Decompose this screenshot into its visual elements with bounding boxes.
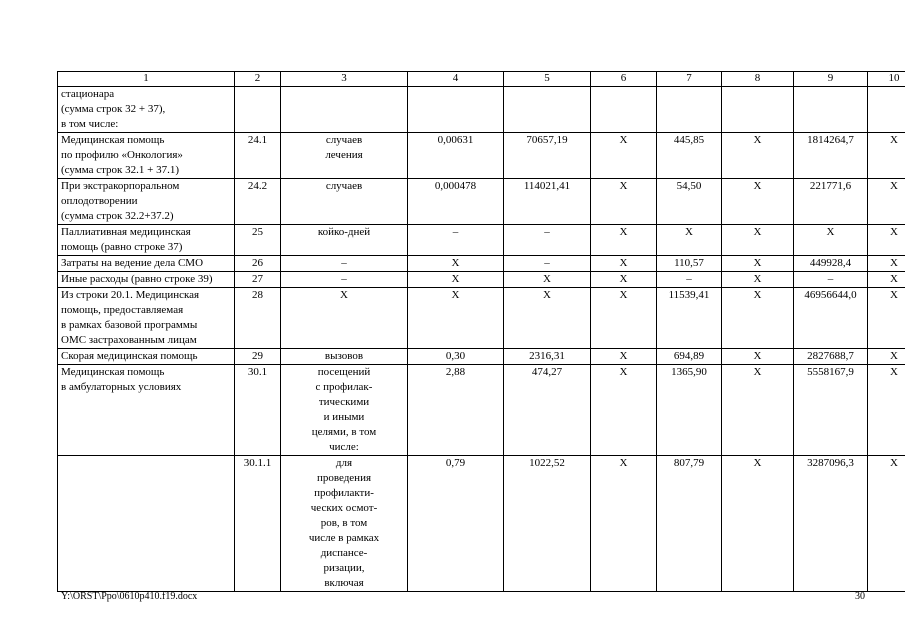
table-cell: X (408, 272, 504, 288)
table-cell (657, 87, 722, 133)
column-header-3: 3 (281, 72, 408, 87)
table-cell: Скорая медицинская помощь (58, 349, 235, 365)
table-cell: 0,00631 (408, 133, 504, 179)
table-cell (722, 87, 794, 133)
table-cell: 1365,90 (657, 365, 722, 456)
table-row (58, 87, 905, 133)
table-cell: 11539,41 (657, 288, 722, 349)
table-cell: 449928,4 (794, 256, 868, 272)
table-cell: X (868, 272, 905, 288)
table-cell: – (657, 272, 722, 288)
table-cell: Медицинская помощь по профилю «Онкология» (сумма строк 32.1 + 37.1) (58, 133, 235, 179)
table-cell: 694,89 (657, 349, 722, 365)
table-cell: 30.1 (235, 365, 281, 456)
table-row (58, 133, 905, 179)
table-cell: X (868, 179, 905, 225)
table-cell: – (504, 256, 591, 272)
table-row (58, 272, 905, 288)
table-cell: X (591, 225, 657, 256)
table-row (58, 256, 905, 272)
table-cell: – (408, 225, 504, 256)
table-cell (281, 87, 408, 133)
table-cell: X (868, 225, 905, 256)
table-cell: – (281, 272, 408, 288)
table-cell: X (722, 365, 794, 456)
table-cell: 5558167,9 (794, 365, 868, 456)
footer-page-number: 30 (855, 591, 865, 602)
table-cell: 29 (235, 349, 281, 365)
table-cell: 28 (235, 288, 281, 349)
table-cell (408, 87, 504, 133)
table-cell: X (657, 225, 722, 256)
table-cell: X (722, 272, 794, 288)
table-cell: X (722, 133, 794, 179)
table-row (58, 225, 905, 256)
table-cell: Иные расходы (равно строке 39) (58, 272, 235, 288)
column-header-1: 1 (58, 72, 235, 87)
table-cell: X (281, 288, 408, 349)
footer-file-path: Y:\ORST\Ppo\0610p410.f19.docx (61, 591, 198, 602)
column-header-5: 5 (504, 72, 591, 87)
table-cell: При экстракорпоральном оплодотворении (сумма строк 32.2+37.2) (58, 179, 235, 225)
table-cell: для проведения профилакти- ческих осмот- ров, в том числе в рамках диспансе- ризации, включая (281, 456, 408, 592)
table-row (58, 365, 905, 456)
table-cell: случаев лечения (281, 133, 408, 179)
table-cell: X (722, 288, 794, 349)
table-cell: X (504, 288, 591, 349)
column-header-6: 6 (591, 72, 657, 87)
table-cell: посещений с профилак- тическими и иными целями, в том числе: (281, 365, 408, 456)
table-cell: 27 (235, 272, 281, 288)
header-row (58, 72, 905, 87)
column-header-4: 4 (408, 72, 504, 87)
table-cell: X (591, 256, 657, 272)
table-cell: 26 (235, 256, 281, 272)
table-cell (58, 456, 235, 592)
table-cell: 24.1 (235, 133, 281, 179)
table-cell: X (591, 349, 657, 365)
table-cell: Паллиативная медицинская помощь (равно строке 37) (58, 225, 235, 256)
table-cell: Из строки 20.1. Медицинская помощь, предоставляемая в рамках базовой программы ОМС застрахованным лицам (58, 288, 235, 349)
table-cell: X (591, 272, 657, 288)
data-table (57, 71, 905, 592)
table-cell: стационара (сумма строк 32 + 37), в том числе: (58, 87, 235, 133)
table-cell: Затраты на ведение дела СМО (58, 256, 235, 272)
table-cell: – (504, 225, 591, 256)
table-cell: вызовов (281, 349, 408, 365)
table-cell: 2,88 (408, 365, 504, 456)
table-row (58, 349, 905, 365)
table-row (58, 179, 905, 225)
table-cell: 110,57 (657, 256, 722, 272)
table-cell: X (868, 349, 905, 365)
table-cell: койко-дней (281, 225, 408, 256)
table-cell: 0,79 (408, 456, 504, 592)
table-cell: 46956644,0 (794, 288, 868, 349)
table-cell: 807,79 (657, 456, 722, 592)
table-cell: X (591, 365, 657, 456)
table-cell: 70657,19 (504, 133, 591, 179)
table-cell: 0,000478 (408, 179, 504, 225)
table-cell: X (722, 225, 794, 256)
table-cell (794, 87, 868, 133)
table-cell: X (868, 133, 905, 179)
column-header-2: 2 (235, 72, 281, 87)
column-header-7: 7 (657, 72, 722, 87)
table-cell: X (868, 365, 905, 456)
table-cell: X (504, 272, 591, 288)
table-cell: X (868, 256, 905, 272)
table-cell (504, 87, 591, 133)
column-header-9: 9 (794, 72, 868, 87)
table-cell: X (722, 179, 794, 225)
table-row (58, 288, 905, 349)
table-cell: X (868, 456, 905, 592)
table-cell: X (794, 225, 868, 256)
table-cell (868, 87, 905, 133)
table-cell: 2827688,7 (794, 349, 868, 365)
table-cell (591, 87, 657, 133)
column-header-10: 10 (868, 72, 905, 87)
table-cell (235, 87, 281, 133)
table-cell: 24.2 (235, 179, 281, 225)
table-cell: 1814264,7 (794, 133, 868, 179)
column-header-8: 8 (722, 72, 794, 87)
table-cell: 2316,31 (504, 349, 591, 365)
table-cell: 445,85 (657, 133, 722, 179)
table-cell: случаев (281, 179, 408, 225)
table-cell: X (591, 133, 657, 179)
table-cell: X (408, 288, 504, 349)
table-cell: – (794, 272, 868, 288)
table-cell: 30.1.1 (235, 456, 281, 592)
table-cell: 1022,52 (504, 456, 591, 592)
table-cell: 0,30 (408, 349, 504, 365)
table-cell: 3287096,3 (794, 456, 868, 592)
table-cell: 54,50 (657, 179, 722, 225)
table-cell: X (591, 288, 657, 349)
table-row (58, 456, 905, 592)
table-cell: X (868, 288, 905, 349)
table-cell: X (722, 256, 794, 272)
table-cell: 474,27 (504, 365, 591, 456)
table-cell: X (722, 349, 794, 365)
table-cell: 221771,6 (794, 179, 868, 225)
table-cell: X (591, 179, 657, 225)
table-cell: Медицинская помощь в амбулаторных условиях (58, 365, 235, 456)
table-cell: 114021,41 (504, 179, 591, 225)
table-cell: X (722, 456, 794, 592)
table-cell: X (591, 456, 657, 592)
table-cell: 25 (235, 225, 281, 256)
table-cell: – (281, 256, 408, 272)
table-cell: X (408, 256, 504, 272)
